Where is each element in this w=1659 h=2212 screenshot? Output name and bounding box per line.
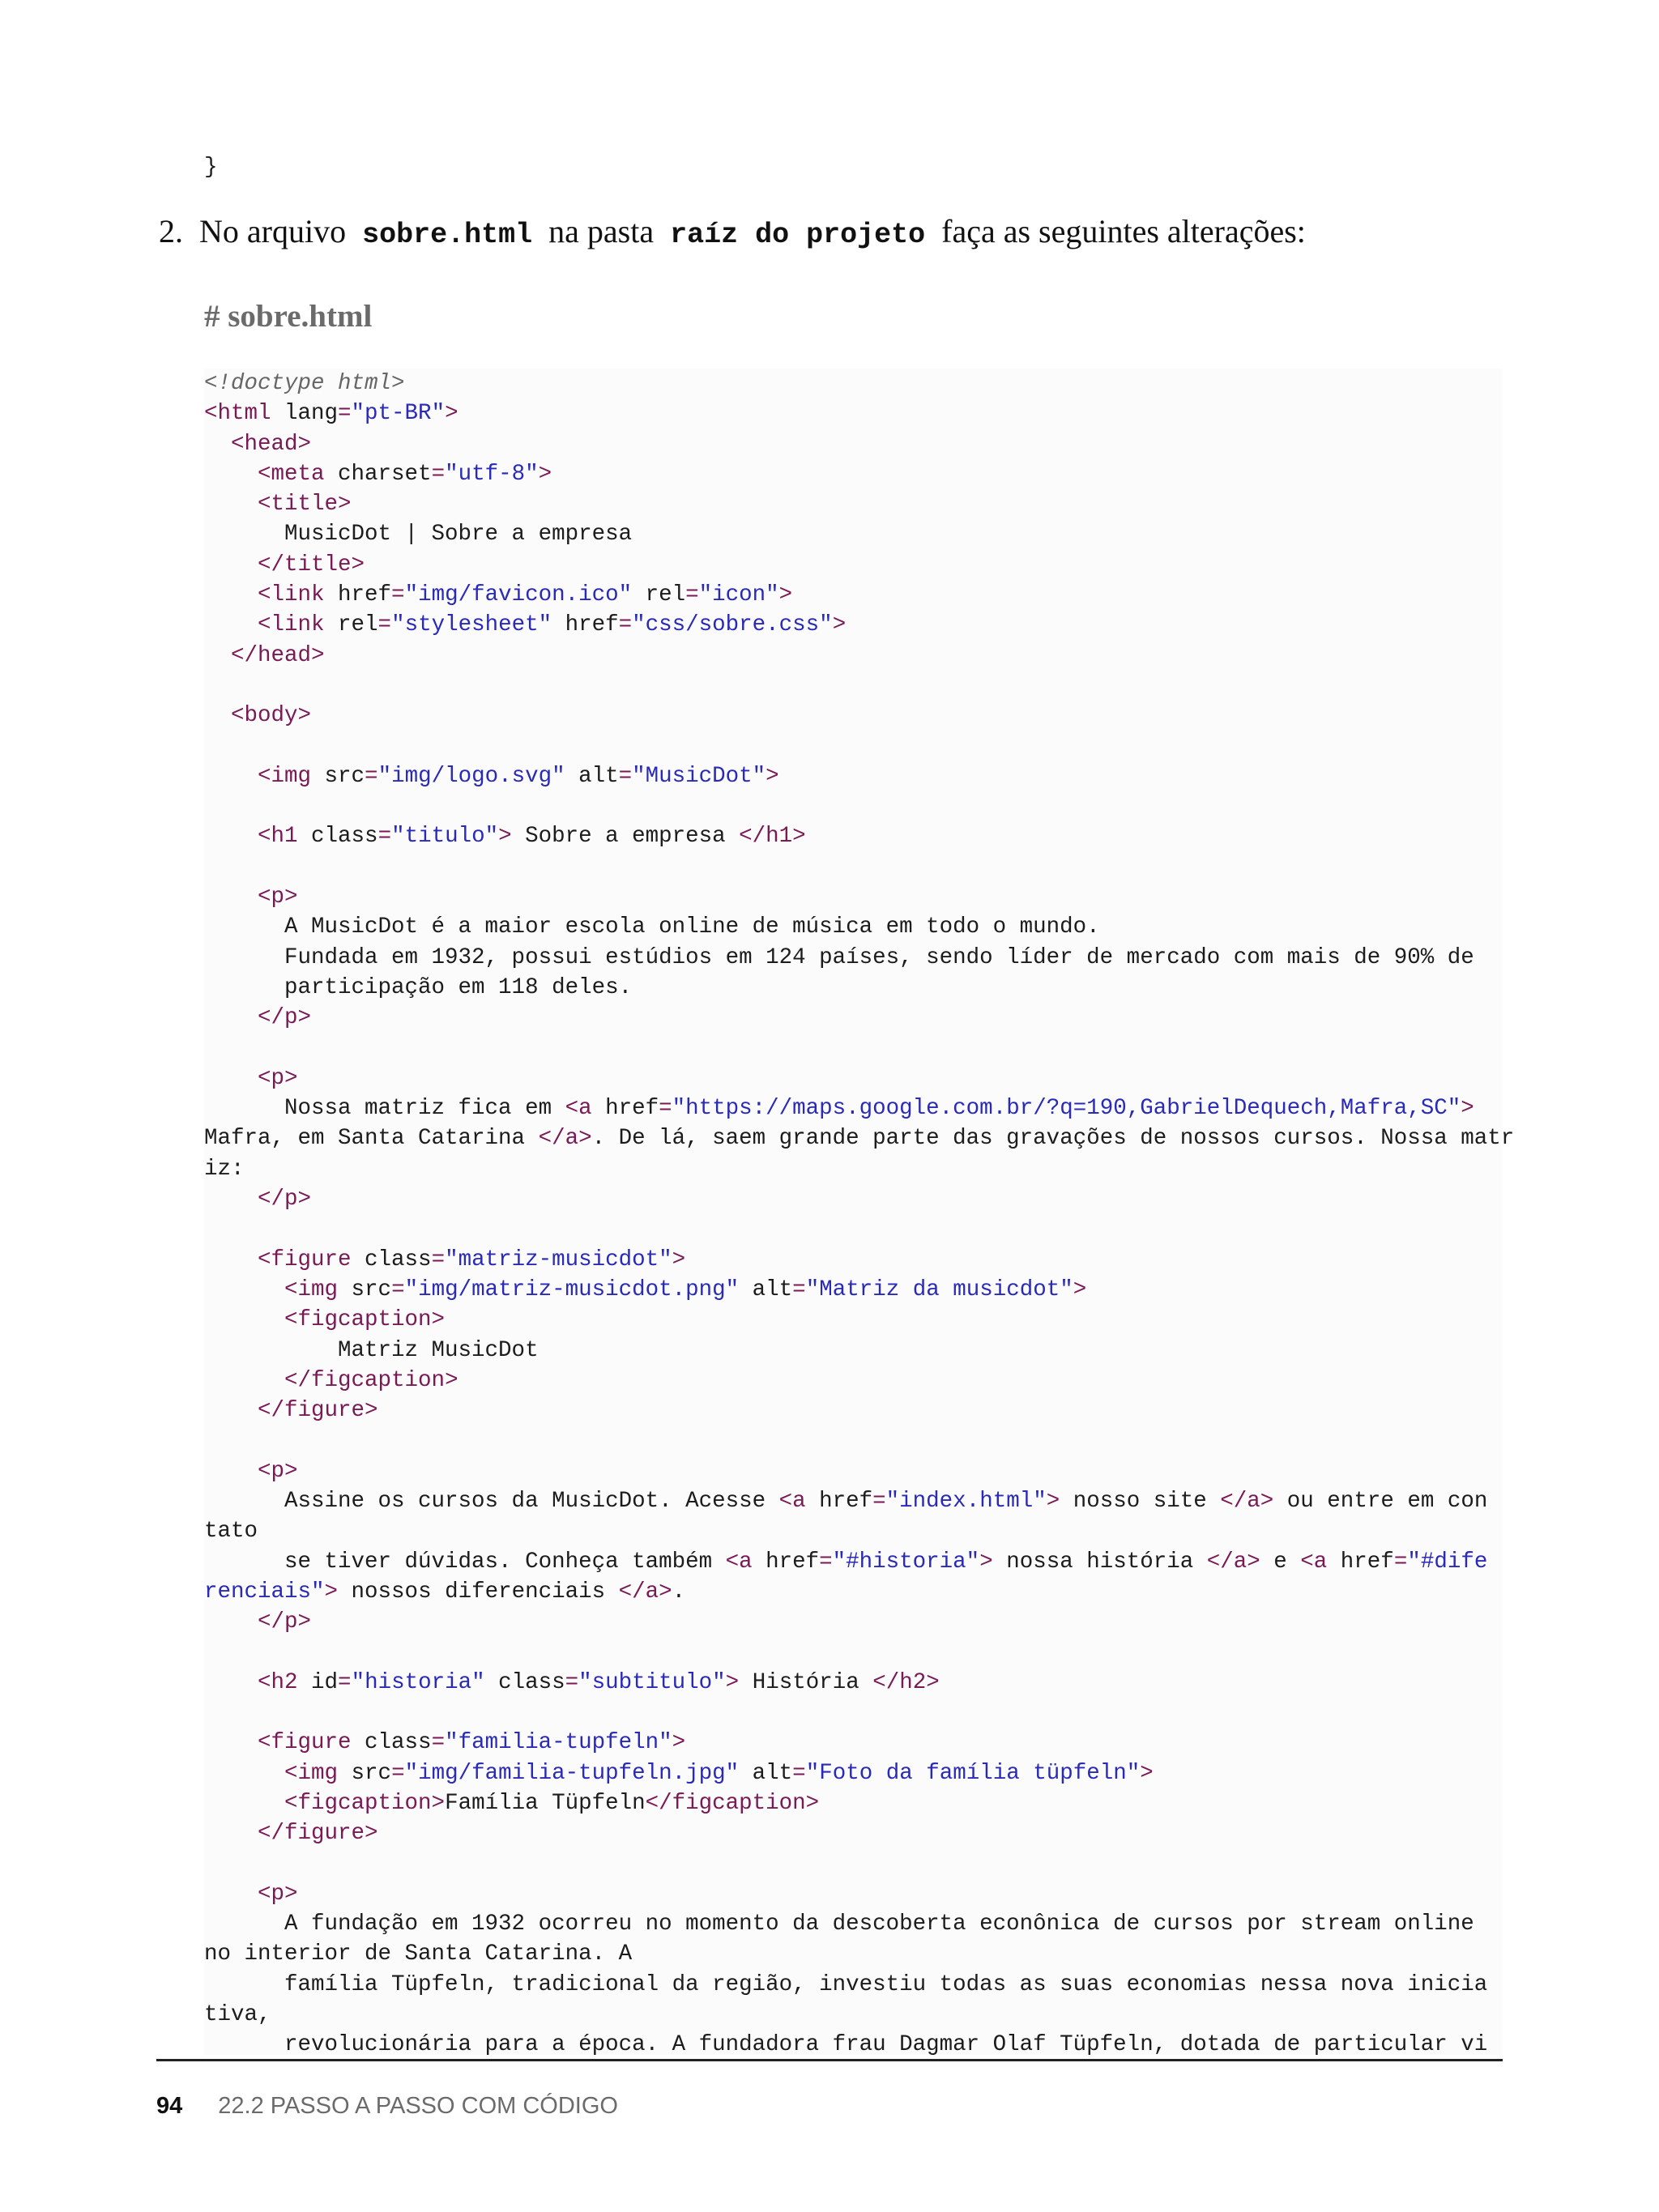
code-token: rel (324, 612, 378, 638)
code-line (204, 2030, 1514, 2060)
code-token: <h2 (258, 1669, 298, 1695)
code-token: = (431, 461, 446, 487)
code-line (204, 1698, 1514, 1728)
code-token: rel (632, 582, 686, 608)
step-text-1: No arquivo (199, 213, 347, 249)
code-line (204, 369, 1514, 399)
code-token: . (672, 1579, 686, 1605)
code-token: Assine os cursos da MusicDot. Acesse (204, 1488, 779, 1514)
code-token: <!doctype html> (204, 371, 405, 396)
code-token: renciais" (204, 1579, 325, 1605)
code-token (204, 462, 258, 487)
code-token: nossos diferenciais (338, 1579, 619, 1605)
code-token: <p> (258, 884, 298, 910)
code-token (204, 1761, 284, 1786)
code-token: <img (284, 1760, 339, 1786)
code-token: iz: (204, 1156, 245, 1182)
code-line (204, 1577, 1514, 1607)
code-token: Matriz MusicDot (204, 1337, 539, 1363)
code-line (204, 429, 1514, 459)
step-text-2: na pasta (548, 213, 655, 249)
code-token: <link (258, 612, 325, 638)
code-token: <img (284, 1276, 339, 1302)
code-token: "css/sobre.css" (632, 612, 833, 638)
code-token: = (431, 1730, 446, 1756)
code-token: "pt-BR" (351, 401, 446, 427)
code-line (204, 1366, 1514, 1396)
code-token (204, 703, 231, 728)
code-token: = (431, 1247, 446, 1272)
code-line (204, 1516, 1514, 1546)
code-token (204, 1005, 258, 1030)
code-token: nosso site (1060, 1488, 1221, 1514)
code-token: = (338, 1669, 352, 1695)
code-line (204, 1214, 1514, 1244)
file-name: sobre.html (362, 219, 533, 251)
code-line (204, 1486, 1514, 1516)
page-footer (156, 2093, 618, 2120)
code-token (204, 1609, 258, 1634)
code-token: = (618, 763, 633, 789)
code-line (204, 1456, 1514, 1486)
code-token: </a> (618, 1579, 672, 1605)
code-token: src (338, 1276, 392, 1302)
code-token: > (832, 612, 847, 638)
code-token: "img/matriz-musicdot.png" (404, 1276, 740, 1302)
code-token: <title> (258, 492, 352, 518)
code-token: class (484, 1669, 565, 1695)
code-line (204, 1939, 1514, 1969)
code-token (204, 1247, 258, 1272)
code-token: </h1> (739, 824, 806, 850)
code-line (204, 1426, 1514, 1455)
code-token: = (391, 582, 405, 608)
code-token: "#historia" (832, 1549, 980, 1575)
code-token: "matriz-musicdot" (445, 1247, 672, 1272)
code-line (204, 882, 1514, 912)
code-token: href (752, 1549, 820, 1575)
code-token: alt (565, 763, 619, 789)
code-line (204, 791, 1514, 821)
code-line (204, 973, 1514, 1003)
code-token: </figcaption> (645, 1790, 820, 1816)
code-token: > (979, 1549, 993, 1575)
code-token: alt (739, 1276, 793, 1302)
code-token: e (1260, 1549, 1301, 1575)
code-line (204, 1275, 1514, 1305)
code-token: História (739, 1669, 873, 1695)
code-token: "img/logo.svg" (377, 763, 565, 789)
code-token: tiva, (204, 2002, 271, 2028)
code-token: > (672, 1730, 686, 1756)
code-token: "historia" (351, 1669, 485, 1695)
code-line (204, 852, 1514, 882)
code-token: revolucionária para a época. A fundadora frau Dagmar Olaf Tüpfeln, dotada de particular vi (204, 2032, 1488, 2058)
code-token: = (792, 1276, 806, 1302)
code-token (204, 643, 231, 668)
code-token: > (778, 582, 793, 608)
code-token: > (1461, 1096, 1474, 1122)
code-line (204, 2000, 1514, 2030)
code-token (204, 1368, 284, 1393)
code-token: href (1327, 1549, 1394, 1575)
code-line (204, 671, 1514, 701)
code-line (204, 1034, 1514, 1063)
code-token: tato (204, 1519, 258, 1545)
code-token: "https://maps.google.com.br/?q=190,GabrielDequech,Mafra,SC" (672, 1096, 1461, 1122)
code-line (204, 1123, 1514, 1153)
code-token: href (805, 1488, 873, 1514)
code-token: = (685, 582, 699, 608)
code-token: > (498, 824, 512, 850)
code-line (204, 731, 1514, 761)
code-line (204, 1063, 1514, 1093)
code-token: <meta (258, 461, 325, 487)
code-token: "icon" (698, 582, 779, 608)
page-number: 94 (156, 2093, 183, 2119)
code-line (204, 610, 1514, 640)
code-token (204, 1398, 258, 1423)
code-line (204, 1818, 1514, 1848)
code-token (204, 1791, 284, 1816)
code-token: </figure> (258, 1398, 378, 1424)
code-token: <a (725, 1549, 753, 1575)
code-token: = (391, 1276, 405, 1302)
code-line (204, 1154, 1514, 1184)
code-token: = (377, 612, 392, 638)
section-title: 22.2 PASSO A PASSO COM CÓDIGO (218, 2093, 618, 2119)
code-token (204, 1882, 258, 1907)
code-token: href (591, 1096, 659, 1122)
code-token: A fundação em 1932 ocorreu no momento da descoberta econônica de cursos por stream online (204, 1912, 1474, 1937)
code-token: "index.html" (885, 1488, 1047, 1514)
code-line (204, 1305, 1514, 1335)
code-token: = (872, 1488, 886, 1514)
code-token: class (297, 824, 378, 850)
code-line (204, 1758, 1514, 1788)
code-token: "utf-8" (445, 461, 539, 487)
code-token: > (1046, 1488, 1060, 1514)
code-token: ou entre em con (1273, 1488, 1488, 1514)
code-token: lang (271, 401, 339, 427)
code-token: <a (1300, 1549, 1328, 1575)
folder-name: raíz do projeto (670, 219, 926, 251)
code-token: = (377, 824, 392, 850)
code-token (204, 1187, 258, 1212)
code-token: = (391, 1760, 405, 1786)
code-token: Fundada em 1932, possui estúdios em 124 países, sendo líder de mercado com mais de 90% de (204, 944, 1474, 970)
code-token: </p> (258, 1005, 312, 1031)
code-token: src (311, 763, 365, 789)
code-token: > (324, 1579, 339, 1605)
code-line (204, 943, 1514, 973)
code-token: A MusicDot é a maior escola online de música em todo o mundo. (204, 914, 1100, 940)
code-line (204, 1003, 1514, 1033)
code-line (204, 1396, 1514, 1426)
code-token: <body> (231, 703, 312, 729)
code-line (204, 641, 1514, 671)
code-token: > (766, 763, 779, 789)
code-line (204, 399, 1514, 428)
code-token (204, 552, 258, 578)
code-token (204, 1670, 258, 1695)
code-line (204, 1728, 1514, 1758)
code-line (204, 1637, 1514, 1667)
code-token (204, 824, 258, 849)
code-token: </p> (258, 1609, 312, 1635)
code-token (204, 1730, 258, 1755)
code-token: "titulo" (391, 824, 499, 850)
code-token: "img/familia-tupfeln.jpg" (404, 1760, 740, 1786)
code-token: <img (258, 763, 312, 789)
code-token: href (552, 612, 619, 638)
code-token: alt (739, 1760, 793, 1786)
file-heading: # sobre.html (204, 299, 373, 334)
code-token (204, 1307, 284, 1332)
code-token: = (659, 1096, 672, 1122)
code-line (204, 1970, 1514, 2000)
code-token (204, 612, 258, 637)
code-token: </a> (1206, 1549, 1260, 1575)
code-line (204, 1093, 1514, 1123)
code-token: "familia-tupfeln" (445, 1730, 672, 1756)
step-text-3: faça as seguintes alterações: (941, 213, 1306, 249)
code-token: Mafra, em Santa Catarina (204, 1126, 539, 1152)
code-token: </a> (538, 1126, 592, 1152)
code-line (204, 1879, 1514, 1909)
code-token (204, 492, 258, 517)
code-line (204, 761, 1514, 791)
code-token: "Matriz da musicdot" (805, 1276, 1073, 1302)
closing-brace: } (204, 155, 218, 180)
code-token: "MusicDot" (632, 763, 766, 789)
code-token: > (725, 1669, 740, 1695)
code-token: > (445, 401, 458, 427)
code-token: = (792, 1760, 806, 1786)
code-token: "subtitulo" (578, 1669, 726, 1695)
code-token: > (1140, 1760, 1154, 1786)
code-line (204, 1909, 1514, 1939)
code-token: id (297, 1669, 339, 1695)
code-token: <html (204, 401, 271, 427)
code-token: = (1393, 1549, 1408, 1575)
step-number: 2. (159, 213, 183, 249)
code-token (204, 884, 258, 910)
code-token: <a (565, 1096, 592, 1122)
code-token: class (351, 1730, 432, 1756)
code-token: = (365, 763, 378, 789)
code-line (204, 1668, 1514, 1698)
code-token: MusicDot | Sobre a empresa (204, 522, 633, 548)
code-token: </a> (1220, 1488, 1274, 1514)
code-line (204, 580, 1514, 610)
code-line (204, 821, 1514, 851)
code-token: = (618, 612, 633, 638)
code-line (204, 1184, 1514, 1214)
code-line (204, 489, 1514, 519)
code-token: <figure (258, 1730, 352, 1756)
code-line (204, 912, 1514, 942)
code-token: </head> (231, 642, 325, 668)
code-token: charset (324, 461, 432, 487)
code-token (204, 582, 258, 607)
code-token: <link (258, 582, 325, 608)
code-token: <p> (258, 1458, 298, 1484)
code-token: Sobre a empresa (511, 824, 740, 850)
code-line (204, 1607, 1514, 1637)
footer-divider (156, 2059, 1503, 2061)
code-token: participação em 118 deles. (204, 974, 633, 1000)
code-token: > (1073, 1276, 1087, 1302)
code-token: Nossa matriz fica em (204, 1096, 565, 1122)
code-block (204, 369, 1515, 2058)
code-token: class (351, 1247, 432, 1272)
code-line (204, 701, 1514, 731)
code-line (204, 1245, 1514, 1275)
code-token: <h1 (258, 824, 298, 850)
code-token: src (338, 1760, 392, 1786)
code-token: "stylesheet" (391, 612, 552, 638)
code-token: </figure> (258, 1821, 378, 1847)
code-token (204, 1277, 284, 1302)
code-line (204, 459, 1514, 489)
code-token: "Foto da família tüpfeln" (805, 1760, 1141, 1786)
code-token: = (565, 1669, 579, 1695)
code-token: <figcaption> (284, 1307, 446, 1333)
code-token: </figcaption> (284, 1367, 458, 1393)
code-token: no interior de Santa Catarina. A (204, 1941, 633, 1967)
code-token: <head> (231, 431, 312, 457)
code-token: <a (778, 1488, 806, 1514)
code-line (204, 519, 1514, 549)
code-token (204, 764, 258, 789)
code-line (204, 1336, 1514, 1366)
code-listing (204, 369, 1514, 2061)
code-token: se tiver dúvidas. Conheça também (204, 1549, 726, 1575)
code-token (204, 432, 231, 457)
code-token: <p> (258, 1065, 298, 1091)
code-token: família Tüpfeln, tradicional da região, investiu todas as suas economias nessa nova inicia (204, 1971, 1488, 1997)
code-token: nossa história (992, 1549, 1207, 1575)
code-token: = (819, 1549, 833, 1575)
code-token: <figcaption> (284, 1790, 446, 1816)
code-line (204, 1547, 1514, 1577)
code-line (204, 550, 1514, 580)
code-token: Família Tüpfeln (445, 1790, 646, 1816)
step-instruction (159, 212, 1306, 251)
code-token: . De lá, saem grande parte das gravações de nossos cursos. Nossa matr (591, 1126, 1515, 1152)
code-token: </h2> (872, 1669, 940, 1695)
code-token: "#dife (1407, 1549, 1488, 1575)
code-token (204, 1821, 258, 1846)
code-token: <figure (258, 1247, 352, 1272)
code-line (204, 1849, 1514, 1879)
code-token: <p> (258, 1881, 298, 1907)
code-token: = (338, 401, 352, 427)
code-token: > (538, 461, 552, 487)
code-token: </title> (258, 552, 365, 578)
code-token: href (324, 582, 392, 608)
code-token: "img/favicon.ico" (404, 582, 633, 608)
code-token: </p> (258, 1187, 312, 1213)
code-token (204, 1066, 258, 1091)
code-line (204, 1788, 1514, 1818)
code-token (204, 1459, 258, 1484)
code-token: > (672, 1247, 686, 1272)
